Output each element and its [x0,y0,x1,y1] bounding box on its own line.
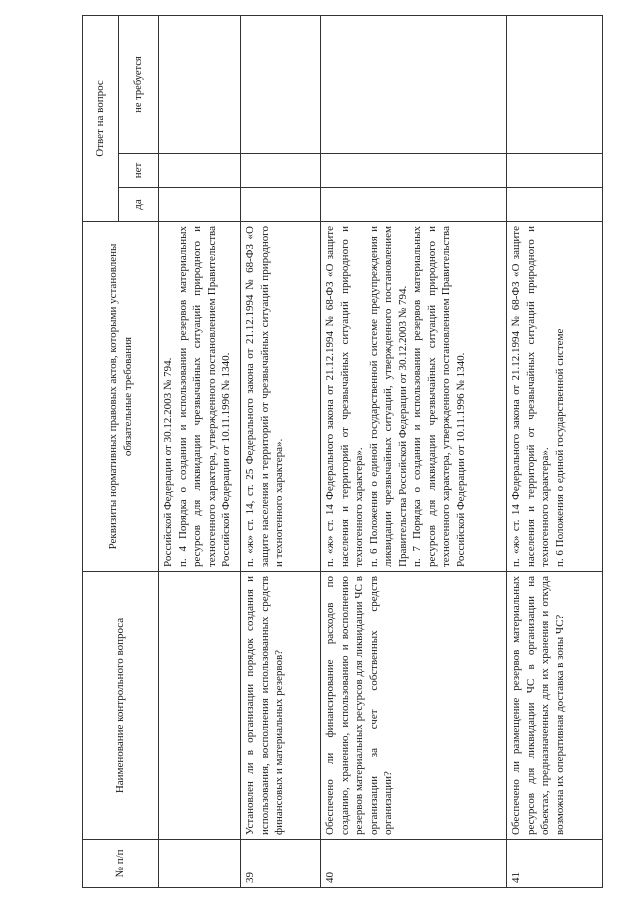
header-question: Наименование контрольного вопроса [83,572,159,840]
question-text [159,572,241,840]
table-row [507,15,603,887]
legal-ref: Российской Федерации от 30.12.2003 № 794. [162,357,174,567]
answer-yes-cell[interactable] [241,188,321,222]
table-row [321,15,507,887]
header-answer-no: нет [119,154,159,188]
answer-no-cell[interactable] [241,154,321,188]
legal-ref: п. 7 Порядка о создании и использовании резервов материальных ресурсов для ликвидации чрезвычайных ситуаций природного и техногенного характера, утвержденного постановлением Правительства Российской Федерации от 10.11.1996 № 1340. [411,226,467,567]
legal-ref: п. 6 Положения о единой государственной системе предупреждения и ликвидации чрезвычайных ситуаций, утвержденного постановлением Правительства Российской Федерации от 30.12.2003 № 794. [367,226,409,567]
answer-yes-cell[interactable] [507,188,603,222]
legal-ref: п. 6 Положения о единой государственной системе [553,328,566,567]
question-text: Обеспечено ли размещение резервов материальных ресурсов для ликвидации ЧС в организации на объектах, предназначенных для их хранения и откуда возможна их оперативная доставка в зоны ЧС? [507,572,603,840]
header-number: № п/п [83,840,159,888]
question-text: Обеспечено ли финансирование расходов по созданию, хранению, использованию и восполнению резервов материальных ресурсов для ликвидации ЧС в организации за счет собственных средств организации? [321,572,507,840]
header-legal-refs: Реквизиты нормативных правовых актов, которыми установлены обязательные требования [83,222,159,572]
row-number: 41 [507,840,603,888]
legal-refs-cell [321,222,507,572]
table-header-row [83,15,119,887]
table-row [241,15,321,887]
row-number: 40 [321,840,507,888]
header-answer: Ответ на вопрос [83,15,119,221]
rotated-table-frame [82,16,602,888]
answer-not-required-cell[interactable] [321,15,507,153]
legal-ref: п. «ж» ст. 14, ст. 25 Федерального закона от 21.12.1994 № 68-ФЗ «О защите населения и территорий от чрезвычайных ситуаций природного и техногенного характера». [244,226,286,567]
row-number [159,840,241,888]
legal-ref: п. 4 Порядка о создании и использовании резервов материальных ресурсов для ликвидации чрезвычайных ситуаций природного и техногенного характера, утвержденного постановлением Правительства Российской Федерации от 10.11.1996 № 1340. [176,226,233,567]
legal-ref: п. «ж» ст. 14 Федерального закона от 21.12.1994 № 68-ФЗ «О защите населения и территорий от чрезвычайных ситуаций природного и техногенного характера». [510,226,552,567]
answer-not-required-cell[interactable] [241,15,321,153]
answer-yes-cell[interactable] [159,188,241,222]
legal-ref: п. «ж» ст. 14 Федерального закона от 21.12.1994 № 68-ФЗ «О защите населения и территорий от чрезвычайных ситуаций природного и техногенного характера». [324,226,366,567]
row-number: 39 [241,840,321,888]
answer-not-required-cell[interactable] [507,15,603,153]
answer-no-cell[interactable] [507,154,603,188]
answer-not-required-cell[interactable] [159,15,241,153]
question-text: Установлен ли в организации порядок создания и использования, восполнения использованных средств финансовых и материальных резервов? [241,572,321,840]
answer-yes-cell[interactable] [321,188,507,222]
header-answer-yes: да [119,188,159,222]
legal-refs-cell [507,222,603,572]
answer-no-cell[interactable] [321,154,507,188]
answer-no-cell[interactable] [159,154,241,188]
legal-refs-cell [241,222,321,572]
table-row [159,15,241,887]
checklist-table [82,15,603,888]
legal-refs-cell [159,222,241,572]
header-answer-not-required: не требуется [119,15,159,153]
